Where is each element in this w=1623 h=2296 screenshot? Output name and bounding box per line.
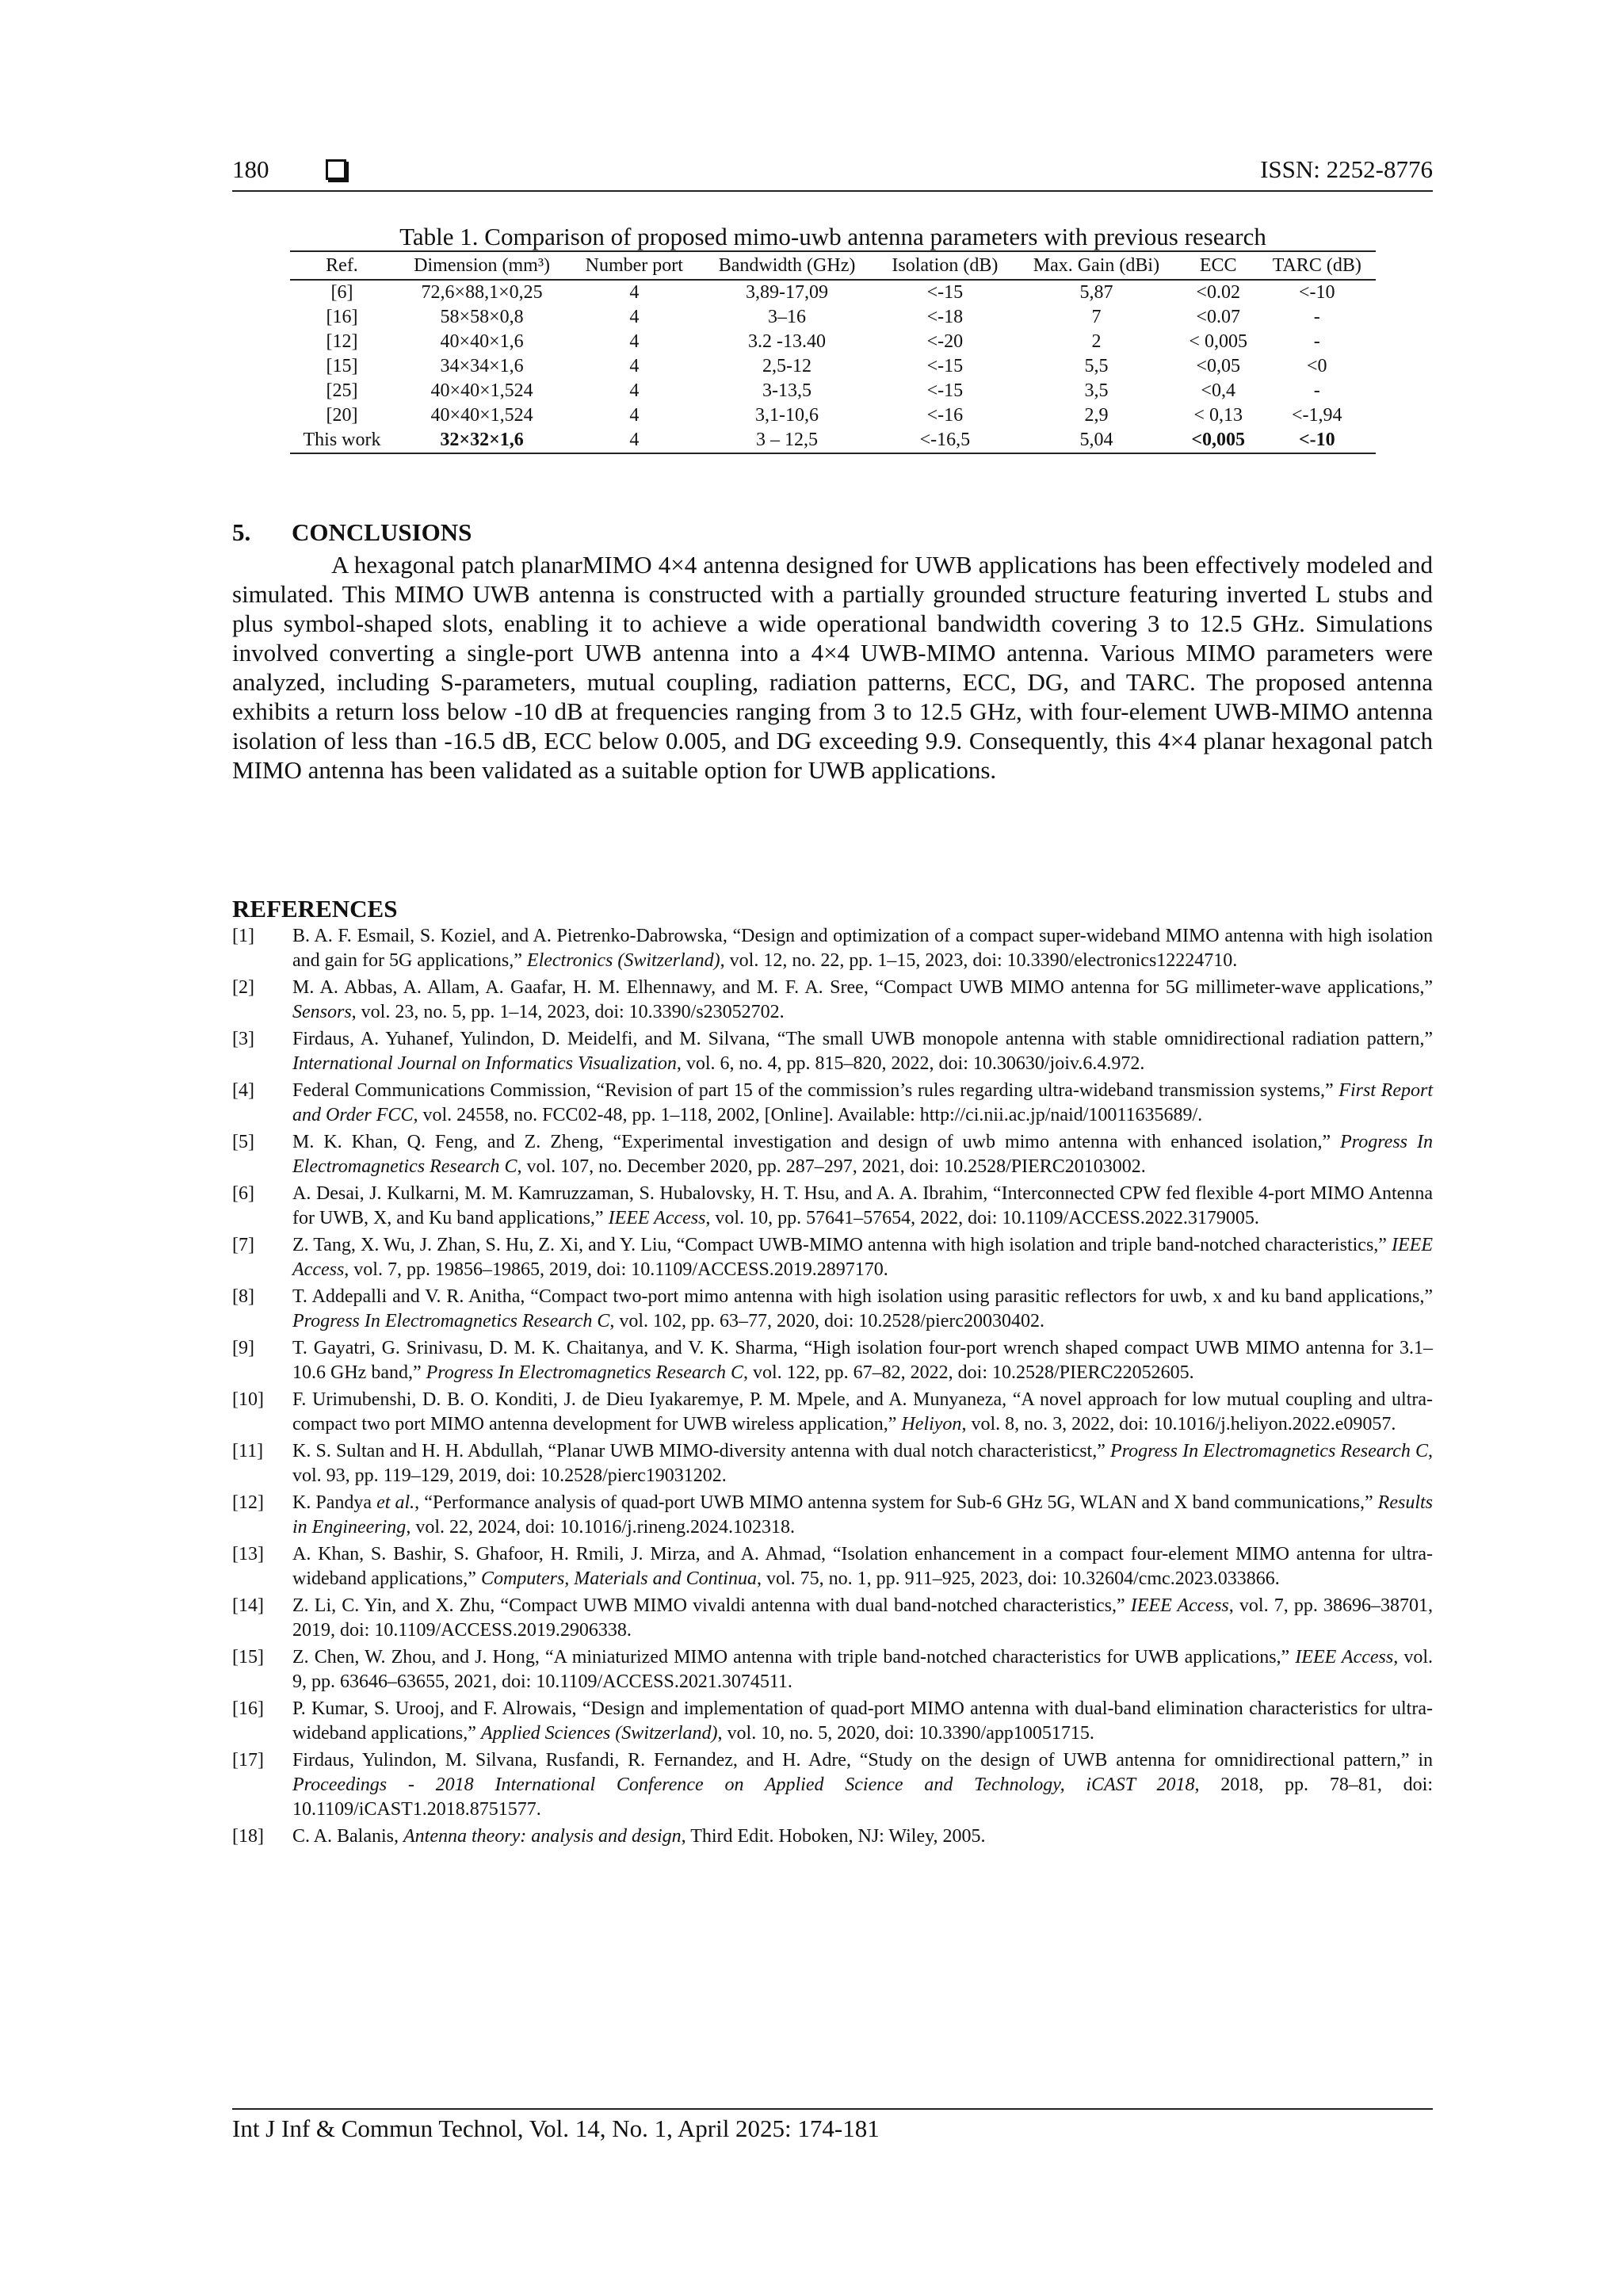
- table-cell: 58×58×0,8: [440, 307, 524, 327]
- table-cell: [25]: [326, 380, 358, 401]
- column-header: Isolation (dB): [876, 251, 1014, 280]
- reference-source: IEEE Access: [1130, 1595, 1229, 1616]
- table-cell: 3.2 -13.40: [748, 331, 827, 352]
- table-cell: [6]: [330, 282, 353, 303]
- table-cell: -: [1313, 380, 1320, 401]
- comparison-table: [290, 250, 1376, 454]
- reference-details: , vol. 7, pp. 19856–19865, 2019, doi: 10.1109/ACCESS.2019.2897170.: [344, 1259, 888, 1280]
- reference-number: [4]: [232, 1080, 254, 1101]
- reference-details: , vol. 7, pp. 38696–38701, 2019, doi: 10.1109/ACCESS.2019.2906338.: [292, 1595, 1433, 1641]
- table-cell: <0.07: [1196, 307, 1240, 327]
- reference-text: , “Performance analysis of quad-port UWB MIMO antenna system for Sub-6 GHz 5G, WLAN and X band communications,”: [414, 1492, 1378, 1513]
- table-cell: <0,4: [1201, 380, 1235, 401]
- reference-number: [9]: [232, 1338, 254, 1358]
- reference-item: [232, 1027, 1433, 1076]
- reference-text: F. Urimubenshi, D. B. O. Konditi, J. de Dieu Iyakaremye, P. M. Mpele, and A. Munyaneza, “A novel approach for low mutual coupling and ultra-compact two port MIMO antenna development for UWB wireless application,”: [292, 1389, 1433, 1435]
- reference-details: , vol. 102, pp. 63–77, 2020, doi: 10.2528/pierc20030402.: [609, 1311, 1044, 1331]
- reference-item: [232, 1182, 1433, 1231]
- table-cell: 4: [570, 428, 698, 453]
- reference-text: Z. Tang, X. Wu, J. Zhan, S. Hu, Z. Xi, and Y. Liu, “Compact UWB-MIMO antenna with high isolation and triple band-notched characteristics,”: [292, 1235, 1392, 1255]
- table-cell: 3–16: [768, 307, 807, 327]
- table-cell: <0,005: [1178, 428, 1258, 453]
- table-cell: <-16: [926, 405, 964, 426]
- reference-item: [232, 1079, 1433, 1128]
- table-cell: <-16,5: [876, 428, 1014, 453]
- reference-source: Results in Engineering: [292, 1492, 1433, 1538]
- reference-number: [14]: [232, 1595, 264, 1616]
- table-cell: 40×40×1,6: [440, 331, 524, 352]
- reference-details: , vol. 75, no. 1, pp. 911–925, 2023, doi: 10.32604/cmc.2023.033866.: [756, 1568, 1280, 1589]
- table-cell: <0: [1307, 356, 1327, 376]
- table-cell: 4: [629, 380, 640, 401]
- table-row: [290, 330, 1376, 354]
- table-cell: 5,04: [1014, 428, 1178, 453]
- reference-source: IEEE Access: [1295, 1647, 1394, 1668]
- reference-text: A. Desai, J. Kulkarni, M. M. Kamruzzaman, S. Hubalovsky, H. T. Hsu, and A. A. Ibrahim, “Interconnected CPW fed flexible 4-port MIMO Antenna for UWB, X, and Ku band applications,”: [292, 1183, 1433, 1228]
- table-cell: 4: [629, 282, 640, 303]
- reference-details: , vol. 12, no. 22, pp. 1–15, 2023, doi: 10.3390/electronics12224710.: [720, 950, 1238, 971]
- reference-item: [232, 924, 1433, 973]
- page-footer: Int J Inf & Commun Technol, Vol. 14, No. 1, April 2025: 174-181: [232, 2108, 1433, 2143]
- table-cell: 4: [629, 405, 640, 426]
- reference-item: [232, 976, 1433, 1025]
- table-cell: 4: [629, 331, 640, 352]
- reference-number: [7]: [232, 1235, 254, 1255]
- section-number: 5.: [232, 518, 251, 546]
- reference-details: , vol. 6, no. 4, pp. 815–820, 2022, doi: 10.30630/joiv.6.4.972.: [676, 1053, 1145, 1074]
- reference-list: [232, 924, 1433, 1851]
- section-title: CONCLUSIONS: [292, 518, 472, 546]
- reference-item: [232, 1748, 1433, 1822]
- table-cell: 7: [1091, 307, 1102, 327]
- table-row: [290, 305, 1376, 330]
- reference-source: Progress In Electromagnetics Research C: [292, 1311, 610, 1331]
- reference-number: [1]: [232, 926, 254, 946]
- reference-item: [232, 1697, 1433, 1746]
- reference-number: [5]: [232, 1132, 254, 1152]
- column-header: TARC (dB): [1258, 251, 1376, 280]
- table-cell: 3,5: [1084, 380, 1109, 401]
- square-bullet-icon: [326, 159, 346, 180]
- reference-source: IEEE Access: [608, 1208, 706, 1228]
- column-header: Max. Gain (dBi): [1014, 251, 1178, 280]
- reference-number: [12]: [232, 1492, 264, 1513]
- reference-number: [10]: [232, 1389, 264, 1410]
- page-header: [232, 155, 1433, 192]
- table-cell: 40×40×1,524: [430, 380, 533, 401]
- reference-item: [232, 1824, 1433, 1849]
- reference-source: Computers, Materials and Continua: [480, 1568, 757, 1589]
- reference-item: [232, 1491, 1433, 1540]
- table-cell: <-18: [926, 307, 964, 327]
- table-cell: 32×32×1,6: [394, 428, 570, 453]
- reference-number: [17]: [232, 1750, 264, 1771]
- reference-source: Progress In Electromagnetics Research C: [426, 1362, 743, 1383]
- column-header: Number port: [570, 251, 698, 280]
- table-cell: [20]: [326, 405, 358, 426]
- reference-item: [232, 1594, 1433, 1643]
- table-cell: 2,5-12: [762, 356, 812, 376]
- reference-source: IEEE Access: [292, 1235, 1433, 1280]
- table-cell: 72,6×88,1×0,25: [421, 282, 543, 303]
- reference-source: Progress In Electromagnetics Research C: [1110, 1441, 1428, 1461]
- reference-details: , vol. 9, pp. 63646–63655, 2021, doi: 10.1109/ACCESS.2021.3074511.: [292, 1647, 1433, 1692]
- table-cell: 40×40×1,524: [430, 405, 533, 426]
- reference-text: Federal Communications Commission, “Revision of part 15 of the commission’s rules regarding ultra-wideband transmission systems,”: [292, 1080, 1339, 1101]
- table-cell: <-15: [926, 356, 964, 376]
- reference-number: [6]: [232, 1183, 254, 1204]
- table-cell: 2: [1091, 331, 1102, 352]
- reference-item: [232, 1285, 1433, 1334]
- table-row: [290, 354, 1376, 379]
- reference-text: Firdaus, A. Yuhanef, Yulindon, D. Meidelfi, and M. Silvana, “The small UWB monopole antenna with stable omnidirectional radiation pattern,”: [292, 1029, 1433, 1049]
- table-cell: < 0,005: [1189, 331, 1247, 352]
- reference-item: [232, 1645, 1433, 1694]
- table-cell: 3,89-17,09: [746, 282, 829, 303]
- reference-source: Progress In Electromagnetics Research C: [292, 1132, 1433, 1177]
- reference-number: [3]: [232, 1029, 254, 1049]
- table-cell: This work: [290, 428, 394, 453]
- reference-details: , vol. 122, pp. 67–82, 2022, doi: 10.2528/PIERC22052605.: [743, 1362, 1194, 1383]
- reference-item: [232, 1336, 1433, 1385]
- reference-item: [232, 1233, 1433, 1282]
- table-row: [290, 379, 1376, 403]
- table-cell: 4: [629, 307, 640, 327]
- table-cell: 5,87: [1079, 282, 1113, 303]
- column-header: Ref.: [290, 251, 394, 280]
- reference-source: Proceedings - 2018 International Conference on Applied Science and Technology, iCAST 2018: [292, 1775, 1195, 1795]
- reference-text: T. Gayatri, G. Srinivasu, D. M. K. Chaitanya, and V. K. Sharma, “High isolation four-port wrench shaped compact UWB MIMO antenna for 3.1–10.6 GHz band,”: [292, 1338, 1433, 1383]
- reference-source: Sensors: [292, 1002, 352, 1022]
- reference-details: , Third Edit. Hoboken, NJ: Wiley, 2005.: [681, 1826, 986, 1847]
- references-heading: REFERENCES: [232, 895, 398, 923]
- reference-source: Electronics (Switzerland): [526, 950, 720, 971]
- issn-label: ISSN: 2252-8776: [1260, 155, 1433, 183]
- table-header-row: [290, 251, 1376, 280]
- conclusions-paragraph: A hexagonal patch planarMIMO 4×4 antenna designed for UWB applications has been effectively modeled and simulated. This MIMO UWB antenna is constructed with a partially grounded structure featuring inverted L stubs and plus symbol-shaped slots, enabling it to achieve a wide operational bandwidth covering 3 to 12.5 GHz. Simulations involved converting a single-port UWB antenna into a 4×4 UWB-MIMO antenna. Various MIMO parameters were analyzed, including S-parameters, mutual coupling, radiation patterns, ECC, DG, and TARC. The proposed antenna exhibits a return loss below -10 dB at frequencies ranging from 3 to 12.5 GHz, with four-element UWB-MIMO antenna isolation of less than -16.5 dB, ECC below 0.005, and DG exceeding 9.9. Consequently, this 4×4 planar hexagonal patch MIMO antenna has been validated as a suitable option for UWB applications.: [232, 551, 1433, 784]
- table-cell: -: [1313, 307, 1320, 327]
- reference-text: C. A. Balanis,: [292, 1826, 404, 1847]
- table-row: [290, 428, 1376, 453]
- section-heading: [232, 518, 472, 547]
- table-cell: <-15: [926, 380, 964, 401]
- reference-number: [18]: [232, 1826, 264, 1847]
- reference-text: K. S. Sultan and H. H. Abdullah, “Planar UWB MIMO-diversity antenna with dual notch characteristicst,”: [292, 1441, 1111, 1461]
- table-cell: [12]: [326, 331, 358, 352]
- reference-text: Firdaus, Yulindon, M. Silvana, Rusfandi, R. Fernandez, and H. Adre, “Study on the design of UWB antenna for omnidirectional pattern,” in: [292, 1750, 1433, 1771]
- reference-text: P. Kumar, S. Urooj, and F. Alrowais, “Design and implementation of quad-port MIMO antenna with dual-band elimination characteristics for ultra-wideband applications,”: [292, 1698, 1433, 1744]
- table-row: [290, 280, 1376, 305]
- table-cell: <-1,94: [1292, 405, 1342, 426]
- table-cell: 3-13,5: [762, 380, 812, 401]
- table-cell: < 0,13: [1193, 405, 1243, 426]
- reference-details: , vol. 93, pp. 119–129, 2019, doi: 10.2528/pierc19031202.: [292, 1441, 1433, 1486]
- reference-text: K. Pandya: [292, 1492, 377, 1513]
- reference-number: [11]: [232, 1441, 264, 1461]
- table-cell: <-20: [926, 331, 964, 352]
- column-header: Bandwidth (GHz): [698, 251, 875, 280]
- table-cell: 4: [629, 356, 640, 376]
- reference-source: Antenna theory: analysis and design: [403, 1826, 682, 1847]
- table-cell: <0.02: [1196, 282, 1240, 303]
- reference-details: , vol. 22, 2024, doi: 10.1016/j.rineng.2024.102318.: [406, 1517, 795, 1538]
- table-cell: 2,9: [1084, 405, 1109, 426]
- reference-source: Applied Sciences (Switzerland): [480, 1723, 718, 1744]
- reference-item: [232, 1439, 1433, 1488]
- table-caption: Table 1. Comparison of proposed mimo-uwb antenna parameters with previous research: [399, 223, 1266, 250]
- table-cell: 3,1-10,6: [755, 405, 819, 426]
- table-cell: 5,5: [1084, 356, 1109, 376]
- reference-source: First Report and Order FCC: [292, 1080, 1433, 1125]
- reference-text: B. A. F. Esmail, S. Koziel, and A. Pietrenko-Dabrowska, “Design and optimization of a compact super-wideband MIMO antenna with high isolation and gain for 5G applications,”: [292, 926, 1433, 971]
- page-number: 180: [232, 155, 269, 183]
- reference-text: A. Khan, S. Bashir, S. Ghafoor, H. Rmili, J. Mirza, and A. Ahmad, “Isolation enhancement in a compact four-element MIMO antenna for ultra-wideband applications,”: [292, 1544, 1433, 1589]
- reference-number: [16]: [232, 1698, 264, 1719]
- reference-source: Heliyon: [901, 1414, 962, 1435]
- table-row: [290, 403, 1376, 428]
- reference-item: [232, 1388, 1433, 1437]
- reference-details: , vol. 10, pp. 57641–57654, 2022, doi: 10.1109/ACCESS.2022.3179005.: [705, 1208, 1259, 1228]
- reference-source: International Journal on Informatics Visualization: [292, 1053, 677, 1074]
- column-header: ECC: [1178, 251, 1258, 280]
- table-cell: <0,05: [1196, 356, 1240, 376]
- table-cell: 34×34×1,6: [440, 356, 524, 376]
- reference-details: , vol. 107, no. December 2020, pp. 287–297, 2021, doi: 10.2528/PIERC20103002.: [517, 1156, 1146, 1177]
- reference-number: [2]: [232, 977, 254, 998]
- reference-details: , 2018, pp. 78–81, doi: 10.1109/iCAST1.2018.8751577.: [292, 1775, 1433, 1820]
- reference-text: Z. Chen, W. Zhou, and J. Hong, “A miniaturized MIMO antenna with triple band-notched characteristics for UWB applications,”: [292, 1647, 1296, 1668]
- column-header: Dimension (mm³): [394, 251, 570, 280]
- table-cell: [16]: [326, 307, 358, 327]
- table-cell: <-10: [1299, 282, 1335, 303]
- reference-details: , vol. 8, no. 3, 2022, doi: 10.1016/j.heliyon.2022.e09057.: [961, 1414, 1396, 1435]
- reference-item: [232, 1130, 1433, 1179]
- reference-italic: et al.: [376, 1492, 415, 1513]
- table-cell: -: [1313, 331, 1320, 352]
- reference-text: Z. Li, C. Yin, and X. Zhu, “Compact UWB MIMO vivaldi antenna with dual band-notched characteristics,”: [292, 1595, 1131, 1616]
- reference-text: M. A. Abbas, A. Allam, A. Gaafar, H. M. Elhennawy, and M. F. A. Sree, “Compact UWB MIMO antenna for 5G millimeter-wave applications,”: [292, 977, 1433, 998]
- reference-number: [15]: [232, 1647, 264, 1668]
- table-cell: <-10: [1258, 428, 1376, 453]
- reference-text: T. Addepalli and V. R. Anitha, “Compact two-port mimo antenna with high isolation using parasitic reflectors for uwb, x and ku band applications,”: [292, 1286, 1433, 1307]
- table-cell: [15]: [326, 356, 358, 376]
- reference-details: , vol. 10, no. 5, 2020, doi: 10.3390/app10051715.: [717, 1723, 1094, 1744]
- reference-details: , vol. 24558, no. FCC02-48, pp. 1–118, 2002, [Online]. Available: http://ci.nii.ac.jp/naid/10011635689/.: [413, 1105, 1203, 1125]
- table-cell: <-15: [926, 282, 964, 303]
- table-cell: 3 – 12,5: [698, 428, 875, 453]
- reference-number: [13]: [232, 1544, 264, 1564]
- reference-text: M. K. Khan, Q. Feng, and Z. Zheng, “Experimental investigation and design of uwb mimo antenna with enhanced isolation,”: [292, 1132, 1341, 1152]
- reference-details: , vol. 23, no. 5, pp. 1–14, 2023, doi: 10.3390/s23052702.: [351, 1002, 785, 1022]
- reference-item: [232, 1542, 1433, 1591]
- reference-number: [8]: [232, 1286, 254, 1307]
